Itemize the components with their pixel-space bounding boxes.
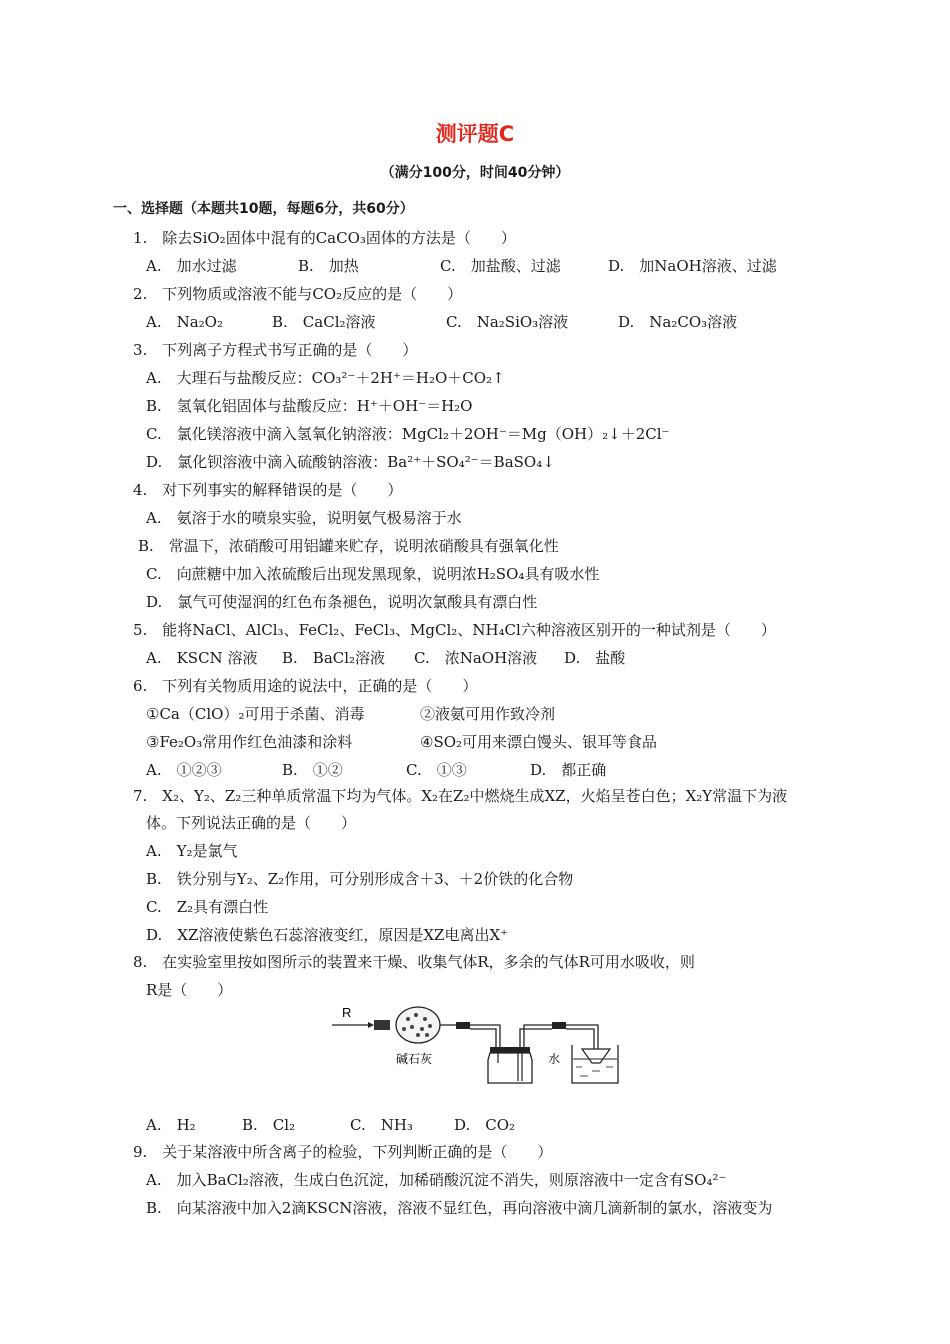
q8-option-c: C. NH₃ xyxy=(350,1116,413,1134)
q2-option-a: A. Na₂O₂ xyxy=(146,313,223,331)
q4-option-d: D. 氯气可使湿润的红色布条褪色，说明次氯酸具有漂白性 xyxy=(146,593,538,611)
q7-option-a: A. Y₂是氯气 xyxy=(146,842,238,860)
q7-option-d: D. XZ溶液使紫色石蕊溶液变红，原因是XZ电离出X⁺ xyxy=(146,926,509,944)
question-9-stem: 9. 关于某溶液中所含离子的检验，下列判断正确的是（ ） xyxy=(133,1143,553,1161)
figure-label-r: R xyxy=(342,1005,352,1020)
q4-option-a: A. 氨溶于水的喷泉实验，说明氨气极易溶于水 xyxy=(146,509,462,527)
q3-option-c: C. 氯化镁溶液中滴入氢氧化钠溶液：MgCl₂＋2OH⁻＝Mg（OH）₂↓＋2Cl⁻ xyxy=(146,425,670,443)
q6-option-d: D. 都正确 xyxy=(530,761,607,779)
q6-item-4: ④SO₂可用来漂白馒头、银耳等食品 xyxy=(420,733,658,751)
question-8-stem-line1: 8. 在实验室里按如图所示的装置来干燥、收集气体R，多余的气体R可用水吸收，则 xyxy=(133,953,695,971)
q2-option-b: B. CaCl₂溶液 xyxy=(272,313,376,331)
question-7-stem-line2: 体。下列说法正确的是（ ） xyxy=(146,814,357,832)
q6-option-c: C. ①③ xyxy=(406,761,467,779)
inverted-funnel xyxy=(582,1049,610,1063)
q7-option-c: C. Z₂具有漂白性 xyxy=(146,898,269,916)
question-2-stem: 2. 下列物质或溶液不能与CO₂反应的是（ ） xyxy=(133,285,463,303)
q8-option-b: B. Cl₂ xyxy=(242,1116,296,1134)
q6-item-1: ①Ca（ClO）₂可用于杀菌、消毒 xyxy=(146,705,365,723)
q1-option-a: A. 加水过滤 xyxy=(146,257,237,275)
q6-item-2: ②液氨可用作致冷剂 xyxy=(420,705,556,723)
collection-bottle xyxy=(488,1053,532,1083)
q5-option-b: B. BaCl₂溶液 xyxy=(282,649,386,667)
page-title: 测评题C xyxy=(435,122,515,146)
q9-option-b: B. 向某溶液中加入2滴KSCN溶液，溶液不显红色，再向溶液中滴几滴新制的氯水，溶液变为 xyxy=(146,1199,773,1217)
q1-option-b: B. 加热 xyxy=(298,257,359,275)
q3-option-a: A. 大理石与盐酸反应：CO₃²⁻＋2H⁺＝H₂O＋CO₂↑ xyxy=(146,369,505,387)
q6-option-a: A. ①②③ xyxy=(146,761,222,779)
question-5-stem: 5. 能将NaCl、AlCl₃、FeCl₂、FeCl₃、MgCl₂、NH₄Cl六种溶液区别开的一种试剂是（ ） xyxy=(133,621,776,639)
question-4-stem: 4. 对下列事实的解释错误的是（ ） xyxy=(133,481,403,499)
q4-option-c: C. 向蔗糖中加入浓硫酸后出现发黑现象，说明浓H₂SO₄具有吸水性 xyxy=(146,565,600,583)
question-1-stem: 1. 除去SiO₂固体中混有的CaCO₃固体的方法是（ ） xyxy=(133,229,516,247)
apparatus-diagram xyxy=(330,1005,620,1085)
q3-option-b: B. 氢氧化铝固体与盐酸反应：H⁺＋OH⁻＝H₂O xyxy=(146,397,473,415)
q6-option-b: B. ①② xyxy=(282,761,343,779)
q3-option-d: D. 氯化钡溶液中滴入硫酸钠溶液：Ba²⁺＋SO₄²⁻＝BaSO₄↓ xyxy=(146,453,555,471)
section-heading: 一、选择题（本题共10题，每题6分，共60分） xyxy=(113,201,414,217)
q5-option-d: D. 盐酸 xyxy=(564,649,626,667)
q7-option-b: B. 铁分别与Y₂、Z₂作用，可分别形成含＋3、＋2价铁的化合物 xyxy=(146,870,574,888)
drying-tube-stopper xyxy=(374,1020,390,1030)
q8-option-d: D. CO₂ xyxy=(454,1116,516,1134)
q5-option-c: C. 浓NaOH溶液 xyxy=(414,649,538,667)
question-7-stem-line1: 7. X₂、Y₂、Z₂三种单质常温下均为气体。X₂在Z₂中燃烧生成XZ，火焰呈苍白色；X₂Y常温下为液 xyxy=(133,787,788,805)
q9-option-a: A. 加入BaCl₂溶液，生成白色沉淀，加稀硝酸沉淀不消失，则原溶液中一定含有SO₄²⁻ xyxy=(146,1171,727,1189)
question-6-stem: 6. 下列有关物质用途的说法中，正确的是（ ） xyxy=(133,677,478,695)
figure-label-water: 水 xyxy=(548,1052,561,1066)
q2-option-c: C. Na₂SiO₃溶液 xyxy=(446,313,569,331)
q2-option-d: D. Na₂CO₃溶液 xyxy=(618,313,738,331)
question-3-stem: 3. 下列离子方程式书写正确的是（ ） xyxy=(133,341,418,359)
drying-tube-bulb xyxy=(396,1007,440,1043)
q4-option-b: B. 常温下，浓硝酸可用铝罐来贮存，说明浓硝酸具有强氧化性 xyxy=(138,537,559,555)
apparatus-figure xyxy=(330,1005,620,1085)
q1-option-d: D. 加NaOH溶液、过滤 xyxy=(608,257,777,275)
q5-option-a: A. KSCN 溶液 xyxy=(146,649,258,667)
question-8-stem-line2: R是（ ） xyxy=(146,981,233,999)
figure-label-soda-lime: 碱石灰 xyxy=(396,1052,433,1066)
page-subtitle: （满分100分，时间40分钟） xyxy=(380,165,570,181)
bottle-stopper xyxy=(490,1047,530,1053)
q8-option-a: A. H₂ xyxy=(146,1116,196,1134)
q1-option-c: C. 加盐酸、过滤 xyxy=(440,257,561,275)
q6-item-3: ③Fe₂O₃常用作红色油漆和涂料 xyxy=(146,733,353,751)
